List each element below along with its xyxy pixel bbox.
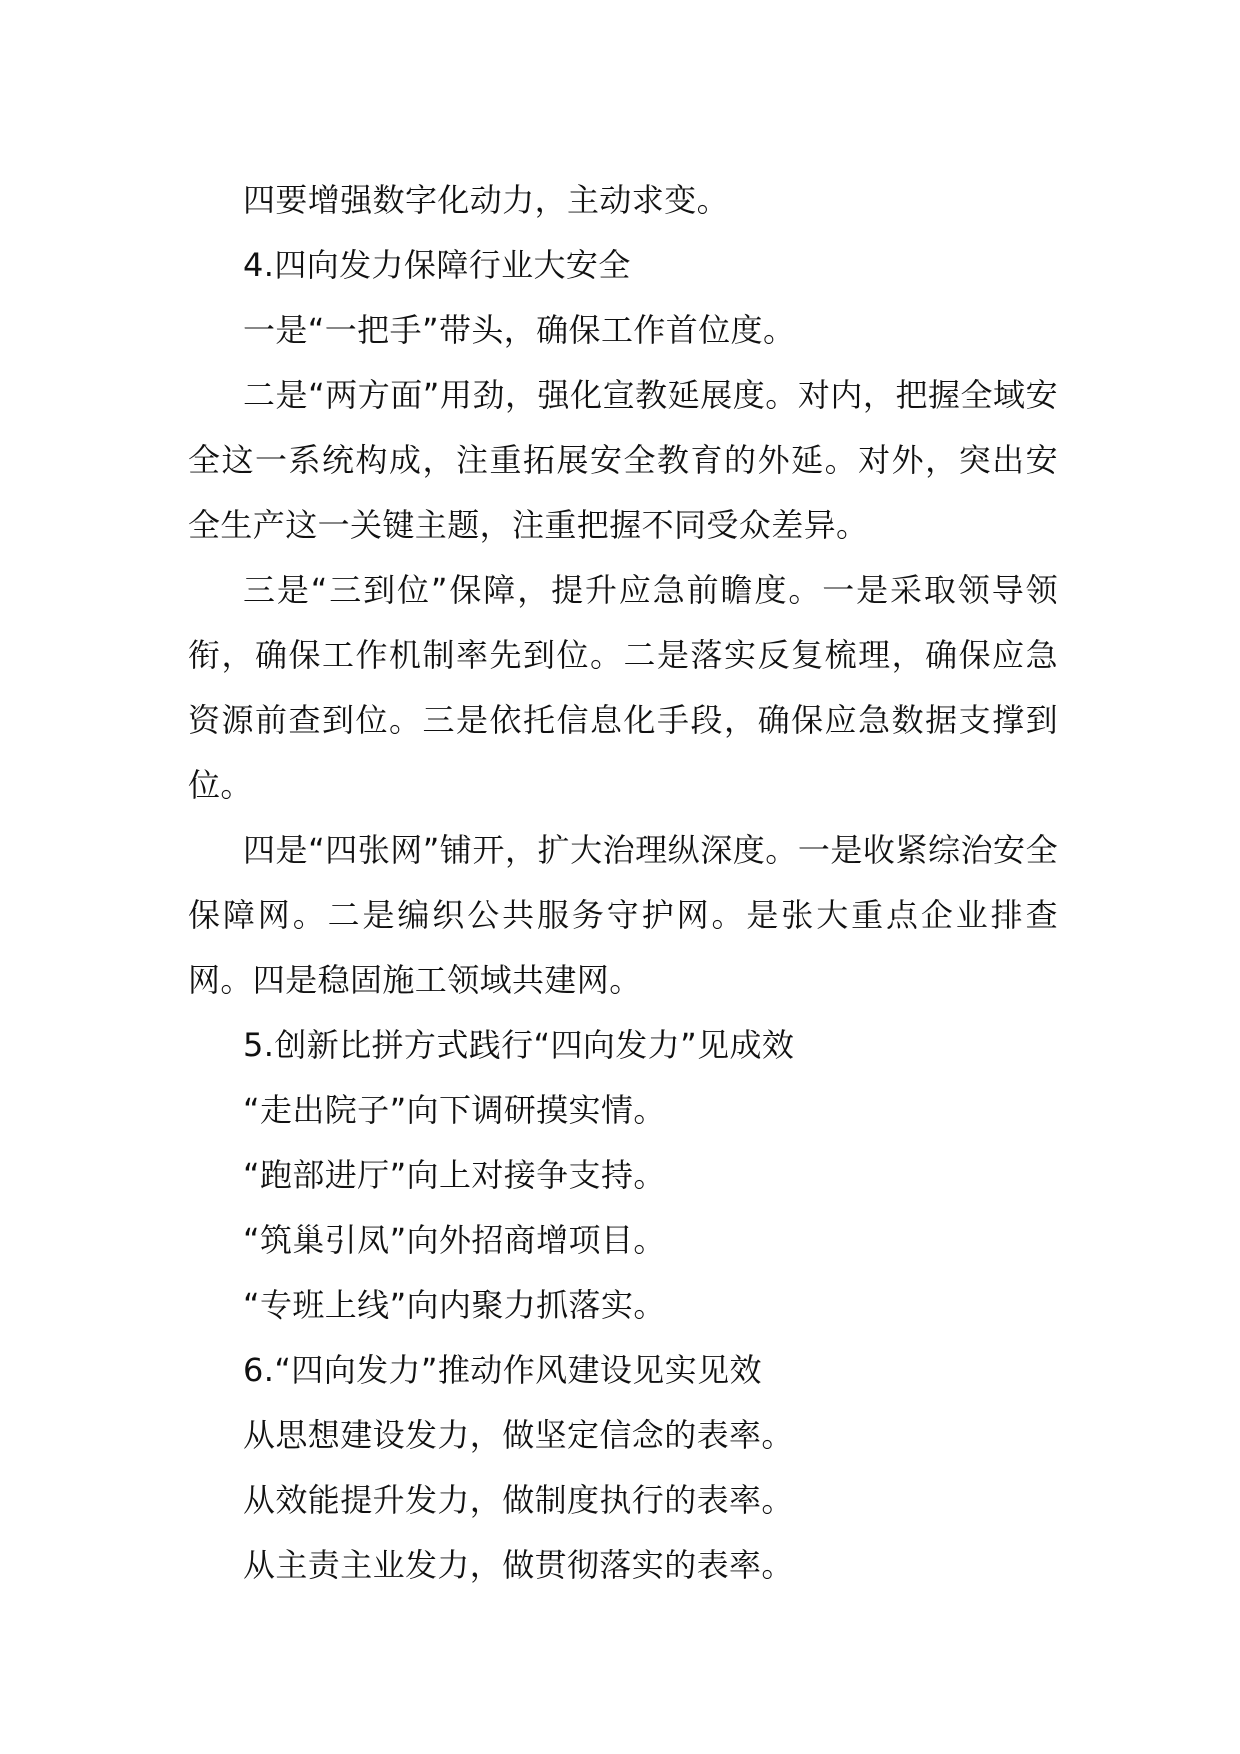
- paragraph-14: 从效能提升发力，做制度执行的表率。: [243, 1481, 794, 1519]
- paragraph-10: “筑巢引凤”向外招商增项目。: [243, 1221, 666, 1259]
- paragraph-1: 四要增强数字化动力，主动求变。: [243, 181, 730, 219]
- document-body: [188, 168, 1058, 1598]
- paragraph-4: 二是“两方面”用劲，强化宣教延展度。对内，把握全域安全这一系统构成，注重拓展安全教育的外延。对外，突出安全生产这一关键主题，注重把握不同受众差异。: [188, 376, 1058, 544]
- paragraph-11: “专班上线”向内聚力抓落实。: [243, 1286, 666, 1324]
- paragraph-15: 从主责主业发力，做贯彻落实的表率。: [243, 1546, 794, 1584]
- paragraph-13: 从思想建设发力，做坚定信念的表率。: [243, 1416, 794, 1454]
- section-heading-4: 4.四向发力保障行业大安全: [243, 246, 631, 284]
- section-heading-6: 6.“四向发力”推动作风建设见实见效: [243, 1351, 762, 1389]
- paragraph-8: “走出院子”向下调研摸实情。: [243, 1091, 666, 1129]
- paragraph-6: 四是“四张网”铺开，扩大治理纵深度。一是收紧综治安全保障网。二是编织公共服务守护网。是张大重点企业排查网。四是稳固施工领域共建网。: [188, 831, 1058, 999]
- section-heading-5: 5.创新比拼方式践行“四向发力”见成效: [243, 1026, 795, 1064]
- paragraph-9: “跑部进厅”向上对接争支持。: [243, 1156, 666, 1194]
- paragraph-3: 一是“一把手”带头，确保工作首位度。: [243, 311, 796, 349]
- paragraph-5: 三是“三到位”保障，提升应急前瞻度。一是采取领导领衔，确保工作机制率先到位。二是落实反复梳理，确保应急资源前查到位。三是依托信息化手段，确保应急数据支撑到位。: [188, 571, 1058, 804]
